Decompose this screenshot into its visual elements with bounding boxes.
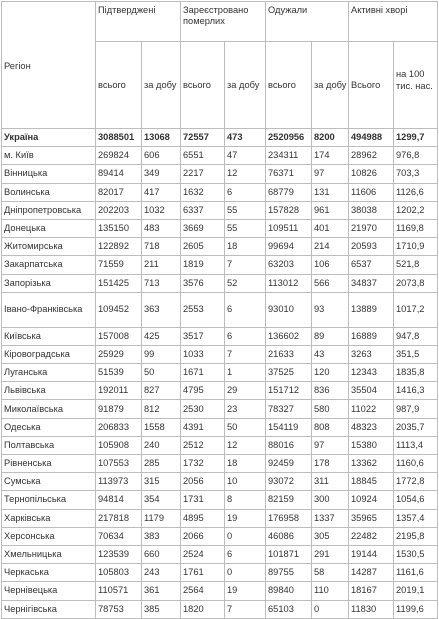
region-cell: Кіровоградська: [2, 345, 96, 363]
recovered-day-cell: 110: [312, 582, 349, 600]
active-per100k-cell: 987,9: [394, 400, 438, 418]
confirmed-total-cell: 105803: [96, 564, 142, 582]
deaths-day-cell: 7: [225, 600, 266, 618]
active-total-cell: 18167: [349, 582, 394, 600]
confirmed-day-header: за добу: [142, 42, 181, 129]
confirmed-total-cell: 109452: [96, 292, 142, 327]
recovered-total-cell: 154119: [266, 418, 312, 436]
deaths-total-cell: 4391: [181, 418, 225, 436]
recovered-day-cell: 566: [312, 274, 349, 292]
deaths-day-cell: 0: [225, 564, 266, 582]
confirmed-day-cell: 713: [142, 274, 181, 292]
table-row: [2, 418, 438, 436]
deaths-total-cell: 2066: [181, 527, 225, 545]
table-row: [2, 345, 438, 363]
active-per100k-cell: 703,3: [394, 165, 438, 183]
active-total-cell: 10826: [349, 165, 394, 183]
table-row: [2, 491, 438, 509]
region-cell: Полтавська: [2, 436, 96, 454]
active-per100k-cell: 976,8: [394, 147, 438, 165]
recovered-total-cell: 113012: [266, 274, 312, 292]
deaths-day-cell: 10: [225, 473, 266, 491]
deaths-day-cell: 55: [225, 219, 266, 237]
active-total-cell: 28962: [349, 147, 394, 165]
region-cell: Волинська: [2, 183, 96, 201]
active-total-cell: 21970: [349, 219, 394, 237]
region-cell: Вінницька: [2, 165, 96, 183]
region-header: Регіон: [2, 2, 96, 129]
table-row: [2, 545, 438, 563]
deaths-total-cell: 2217: [181, 165, 225, 183]
table-row: [2, 582, 438, 600]
confirmed-total-cell: 135150: [96, 219, 142, 237]
recovered-day-cell: 836: [312, 382, 349, 400]
deaths-day-cell: 47: [225, 147, 266, 165]
region-cell: Хмельницька: [2, 545, 96, 563]
recovered-day-cell: 291: [312, 545, 349, 563]
table-row: [2, 436, 438, 454]
recovered-total-cell: 89755: [266, 564, 312, 582]
deaths-total-cell: 1033: [181, 345, 225, 363]
deaths-total-cell: 3669: [181, 219, 225, 237]
region-cell: Харківська: [2, 509, 96, 527]
confirmed-total-cell: 70634: [96, 527, 142, 545]
table-row: [2, 219, 438, 237]
confirmed-day-cell: 99: [142, 345, 181, 363]
active-total-cell: 13889: [349, 292, 394, 327]
table-row: [2, 201, 438, 219]
table-row: [2, 600, 438, 618]
active-total-cell: 12343: [349, 364, 394, 382]
deaths-total-cell: 1761: [181, 564, 225, 582]
region-cell: м. Київ: [2, 147, 96, 165]
active-total-cell: 13362: [349, 455, 394, 473]
active-per100k-cell: 947,8: [394, 327, 438, 345]
confirmed-day-cell: 363: [142, 292, 181, 327]
deaths-day-cell: 0: [225, 527, 266, 545]
region-cell: Одеська: [2, 418, 96, 436]
table-row: [2, 564, 438, 582]
recovered-day-cell: 580: [312, 400, 349, 418]
recovered-total-cell: 157828: [266, 201, 312, 219]
recovered-total-cell: 68779: [266, 183, 312, 201]
confirmed-total-cell: 89414: [96, 165, 142, 183]
deaths-day-cell: 7: [225, 256, 266, 274]
region-cell: Дніпропетровська: [2, 201, 96, 219]
table-row: [2, 292, 438, 327]
active-total-cell: 11606: [349, 183, 394, 201]
confirmed-total-cell: 51539: [96, 364, 142, 382]
table-row: [2, 183, 438, 201]
table-row: [2, 238, 438, 256]
confirmed-day-cell: 660: [142, 545, 181, 563]
active-total-cell: 10924: [349, 491, 394, 509]
active-per100k-cell: 1054,6: [394, 491, 438, 509]
deaths-total-cell: 6337: [181, 201, 225, 219]
recovered-total-cell: 65103: [266, 600, 312, 618]
confirmed-day-cell: 383: [142, 527, 181, 545]
region-cell: Закарпатська: [2, 256, 96, 274]
confirmed-total-cell: 78753: [96, 600, 142, 618]
active-per100k-cell: 1357,4: [394, 509, 438, 527]
deaths-day-cell: 7: [225, 345, 266, 363]
recovered-total-cell: 92459: [266, 455, 312, 473]
region-cell: Україна: [2, 129, 96, 147]
active-total-cell: 14287: [349, 564, 394, 582]
active-total-cell: 16889: [349, 327, 394, 345]
active-total-cell: 35965: [349, 509, 394, 527]
deaths-total-cell: 1632: [181, 183, 225, 201]
confirmed-total-cell: 3088501: [96, 129, 142, 147]
confirmed-total-cell: 25929: [96, 345, 142, 363]
confirmed-day-cell: 50: [142, 364, 181, 382]
region-cell: Чернігівська: [2, 600, 96, 618]
active-total-cell: 38038: [349, 201, 394, 219]
active-per100k-cell: 1416,3: [394, 382, 438, 400]
active-total-cell: 20593: [349, 238, 394, 256]
region-cell: Сумська: [2, 473, 96, 491]
recovered-total-cell: 99694: [266, 238, 312, 256]
active-per100k-cell: 1017,2: [394, 292, 438, 327]
active-per100k-cell: 1169,8: [394, 219, 438, 237]
confirmed-total-cell: 91879: [96, 400, 142, 418]
confirmed-day-cell: 425: [142, 327, 181, 345]
deaths-total-header: всього: [181, 42, 225, 129]
deaths-day-cell: 6: [225, 327, 266, 345]
active-per100k-cell: 1299,7: [394, 129, 438, 147]
active-total-cell: 494988: [349, 129, 394, 147]
confirmed-day-cell: 1032: [142, 201, 181, 219]
recovered-total-cell: 63203: [266, 256, 312, 274]
recovered-day-cell: 131: [312, 183, 349, 201]
active-per100k-cell: 1530,5: [394, 545, 438, 563]
confirmed-day-cell: 211: [142, 256, 181, 274]
confirmed-total-cell: 122892: [96, 238, 142, 256]
recovered-total-cell: 176958: [266, 509, 312, 527]
active-per100k-cell: 1113,4: [394, 436, 438, 454]
active-per100k-cell: 1161,6: [394, 564, 438, 582]
confirmed-total-cell: 206833: [96, 418, 142, 436]
covid-stats-table: [1, 1, 438, 619]
table-row: [2, 327, 438, 345]
recovered-total-cell: 88016: [266, 436, 312, 454]
region-cell: Миколаївська: [2, 400, 96, 418]
confirmed-day-cell: 240: [142, 436, 181, 454]
region-cell: Житомирська: [2, 238, 96, 256]
deaths-total-cell: 72557: [181, 129, 225, 147]
recovered-day-cell: 174: [312, 147, 349, 165]
recovered-total-cell: 101871: [266, 545, 312, 563]
recovered-day-cell: 808: [312, 418, 349, 436]
recovered-day-cell: 311: [312, 473, 349, 491]
active-per100k-cell: 2195,8: [394, 527, 438, 545]
confirmed-total-cell: 123539: [96, 545, 142, 563]
recovered-total-cell: 93010: [266, 292, 312, 327]
confirmed-day-cell: 285: [142, 455, 181, 473]
deaths-total-cell: 2553: [181, 292, 225, 327]
deaths-day-cell: 19: [225, 582, 266, 600]
active-per100k-cell: 2035,7: [394, 418, 438, 436]
recovered-day-cell: 961: [312, 201, 349, 219]
table-row: [2, 509, 438, 527]
recovered-total-cell: 21633: [266, 345, 312, 363]
deaths-group-header: Зареєстровано померлих: [181, 2, 266, 42]
confirmed-total-cell: 113973: [96, 473, 142, 491]
recovered-day-cell: 1337: [312, 509, 349, 527]
recovered-total-cell: 2520956: [266, 129, 312, 147]
active-total-cell: 34837: [349, 274, 394, 292]
recovered-day-cell: 43: [312, 345, 349, 363]
active-per100k-cell: 521,8: [394, 256, 438, 274]
region-cell: Донецька: [2, 219, 96, 237]
recovered-day-cell: 97: [312, 436, 349, 454]
table-row: [2, 165, 438, 183]
recovered-day-header: за добу: [312, 42, 349, 129]
recovered-day-cell: 8200: [312, 129, 349, 147]
active-total-cell: 11022: [349, 400, 394, 418]
active-total-cell: 35504: [349, 382, 394, 400]
confirmed-day-cell: 315: [142, 473, 181, 491]
deaths-day-cell: 12: [225, 436, 266, 454]
active-total-cell: 6537: [349, 256, 394, 274]
deaths-total-cell: 4795: [181, 382, 225, 400]
recovered-day-cell: 120: [312, 364, 349, 382]
recovered-day-cell: 58: [312, 564, 349, 582]
deaths-day-cell: 23: [225, 400, 266, 418]
active-per100k-cell: 1202,2: [394, 201, 438, 219]
region-cell: Рівненська: [2, 455, 96, 473]
deaths-total-cell: 1820: [181, 600, 225, 618]
deaths-day-cell: 6: [225, 545, 266, 563]
confirmed-day-cell: 1179: [142, 509, 181, 527]
active-total-cell: 3263: [349, 345, 394, 363]
deaths-day-header: за добу: [225, 42, 266, 129]
recovered-day-cell: 97: [312, 165, 349, 183]
deaths-total-cell: 2524: [181, 545, 225, 563]
deaths-total-cell: 2564: [181, 582, 225, 600]
recovered-day-cell: 401: [312, 219, 349, 237]
region-cell: Черкаська: [2, 564, 96, 582]
recovered-day-cell: 300: [312, 491, 349, 509]
confirmed-day-cell: 361: [142, 582, 181, 600]
active-per100k-header: на 100 тис. нас.: [394, 42, 438, 129]
recovered-group-header: Одужали: [266, 2, 349, 42]
active-total-cell: 48323: [349, 418, 394, 436]
active-group-header: Активні хворі: [349, 2, 438, 42]
confirmed-total-cell: 157008: [96, 327, 142, 345]
confirmed-total-cell: 202203: [96, 201, 142, 219]
table-row: [2, 473, 438, 491]
deaths-total-cell: 4895: [181, 509, 225, 527]
confirmed-total-cell: 192011: [96, 382, 142, 400]
recovered-total-cell: 234311: [266, 147, 312, 165]
confirmed-day-cell: 483: [142, 219, 181, 237]
recovered-total-cell: 82159: [266, 491, 312, 509]
recovered-total-cell: 46086: [266, 527, 312, 545]
deaths-day-cell: 18: [225, 455, 266, 473]
region-cell: Луганська: [2, 364, 96, 382]
confirmed-day-cell: 13068: [142, 129, 181, 147]
table-row: [2, 527, 438, 545]
table-row: [2, 147, 438, 165]
active-total-header: Всього: [349, 42, 394, 129]
active-per100k-cell: 1835,8: [394, 364, 438, 382]
confirmed-day-cell: 417: [142, 183, 181, 201]
region-cell: Івано-Франківська: [2, 292, 96, 327]
confirmed-total-cell: 269824: [96, 147, 142, 165]
confirmed-total-cell: 110571: [96, 582, 142, 600]
deaths-day-cell: 52: [225, 274, 266, 292]
confirmed-total-cell: 71559: [96, 256, 142, 274]
recovered-total-cell: 37525: [266, 364, 312, 382]
confirmed-day-cell: 243: [142, 564, 181, 582]
deaths-day-cell: 18: [225, 238, 266, 256]
table-row: [2, 400, 438, 418]
deaths-total-cell: 3576: [181, 274, 225, 292]
deaths-day-cell: 6: [225, 292, 266, 327]
recovered-total-cell: 76371: [266, 165, 312, 183]
deaths-day-cell: 473: [225, 129, 266, 147]
confirmed-total-cell: 107553: [96, 455, 142, 473]
table-row: [2, 364, 438, 382]
deaths-total-cell: 6551: [181, 147, 225, 165]
table-row: [2, 455, 438, 473]
active-per100k-cell: 2019,1: [394, 582, 438, 600]
confirmed-day-cell: 1558: [142, 418, 181, 436]
confirmed-day-cell: 606: [142, 147, 181, 165]
region-cell: Херсонська: [2, 527, 96, 545]
confirmed-day-cell: 385: [142, 600, 181, 618]
recovered-day-cell: 106: [312, 256, 349, 274]
confirmed-day-cell: 812: [142, 400, 181, 418]
recovered-day-cell: 89: [312, 327, 349, 345]
header-group-row: [2, 2, 438, 42]
deaths-total-cell: 1732: [181, 455, 225, 473]
active-total-cell: 18845: [349, 473, 394, 491]
region-cell: Київська: [2, 327, 96, 345]
confirmed-day-cell: 827: [142, 382, 181, 400]
region-cell: Запорізька: [2, 274, 96, 292]
deaths-day-cell: 12: [225, 165, 266, 183]
deaths-total-cell: 1731: [181, 491, 225, 509]
active-total-cell: 19144: [349, 545, 394, 563]
table-row: [2, 129, 438, 147]
deaths-total-cell: 1819: [181, 256, 225, 274]
deaths-day-cell: 50: [225, 418, 266, 436]
confirmed-total-cell: 82017: [96, 183, 142, 201]
table-body: [2, 129, 438, 619]
deaths-total-cell: 1671: [181, 364, 225, 382]
active-per100k-cell: 1710,9: [394, 238, 438, 256]
confirmed-total-header: всього: [96, 42, 142, 129]
table-row: [2, 256, 438, 274]
confirmed-day-cell: 349: [142, 165, 181, 183]
active-total-cell: 22482: [349, 527, 394, 545]
active-total-cell: 11830: [349, 600, 394, 618]
recovered-total-cell: 89840: [266, 582, 312, 600]
recovered-total-cell: 136602: [266, 327, 312, 345]
confirmed-total-cell: 94814: [96, 491, 142, 509]
confirmed-total-cell: 217818: [96, 509, 142, 527]
deaths-day-cell: 19: [225, 509, 266, 527]
confirmed-total-cell: 151425: [96, 274, 142, 292]
deaths-day-cell: 29: [225, 382, 266, 400]
deaths-total-cell: 3517: [181, 327, 225, 345]
deaths-day-cell: 1: [225, 364, 266, 382]
recovered-day-cell: 214: [312, 238, 349, 256]
deaths-total-cell: 2512: [181, 436, 225, 454]
table-row: [2, 382, 438, 400]
recovered-total-cell: 109511: [266, 219, 312, 237]
confirmed-day-cell: 354: [142, 491, 181, 509]
deaths-total-cell: 2605: [181, 238, 225, 256]
active-per100k-cell: 1199,6: [394, 600, 438, 618]
recovered-total-cell: 78327: [266, 400, 312, 418]
deaths-day-cell: 55: [225, 201, 266, 219]
recovered-day-cell: 178: [312, 455, 349, 473]
region-cell: Львівська: [2, 382, 96, 400]
recovered-day-cell: 0: [312, 600, 349, 618]
deaths-day-cell: 6: [225, 183, 266, 201]
recovered-total-cell: 93072: [266, 473, 312, 491]
active-per100k-cell: 1772,8: [394, 473, 438, 491]
active-per100k-cell: 1160,6: [394, 455, 438, 473]
deaths-day-cell: 8: [225, 491, 266, 509]
active-per100k-cell: 2073,8: [394, 274, 438, 292]
region-cell: Тернопільська: [2, 491, 96, 509]
confirmed-day-cell: 718: [142, 238, 181, 256]
confirmed-group-header: Підтверджені: [96, 2, 181, 42]
confirmed-total-cell: 105908: [96, 436, 142, 454]
deaths-total-cell: 2056: [181, 473, 225, 491]
table-row: [2, 274, 438, 292]
recovered-total-header: всього: [266, 42, 312, 129]
recovered-day-cell: 305: [312, 527, 349, 545]
recovered-day-cell: 93: [312, 292, 349, 327]
active-per100k-cell: 1126,6: [394, 183, 438, 201]
region-cell: Чернівецька: [2, 582, 96, 600]
recovered-total-cell: 151712: [266, 382, 312, 400]
active-per100k-cell: 351,5: [394, 345, 438, 363]
deaths-total-cell: 2530: [181, 400, 225, 418]
active-total-cell: 15380: [349, 436, 394, 454]
